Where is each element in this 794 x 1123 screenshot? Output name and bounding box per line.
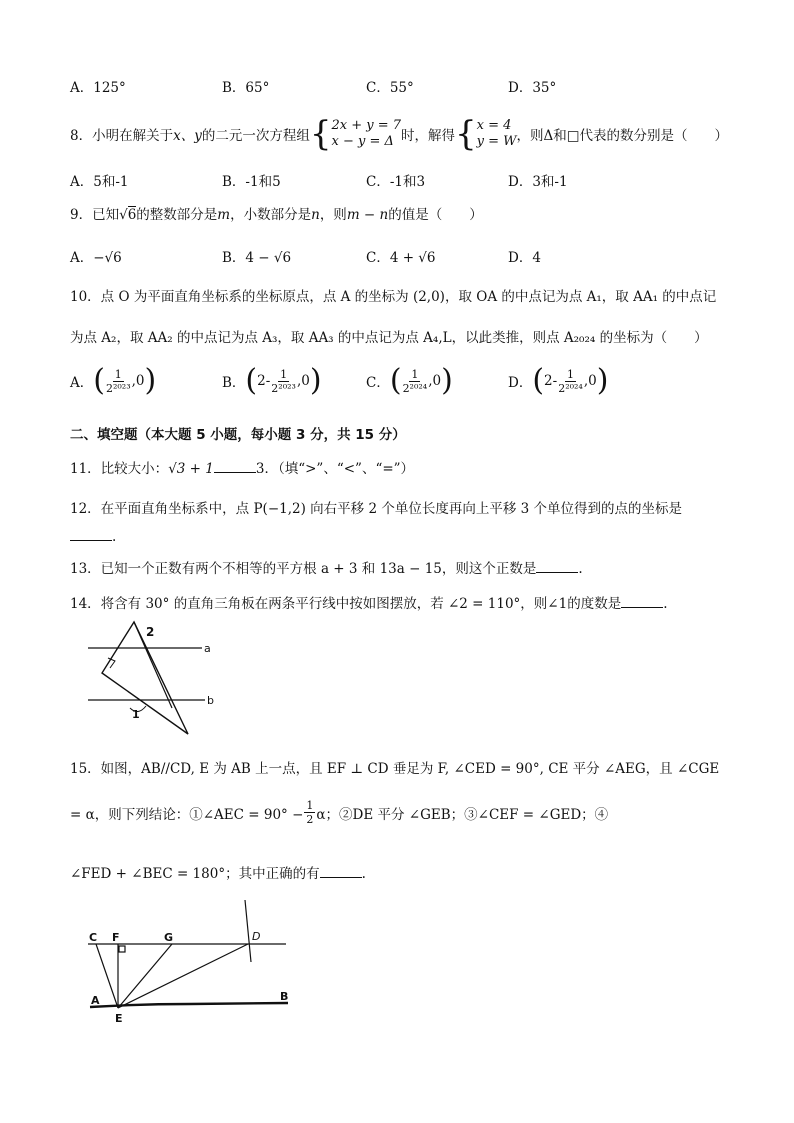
label-b: B bbox=[280, 990, 289, 1003]
q13-answer-blank[interactable] bbox=[536, 560, 578, 573]
q8-option-c: C．-1和3 bbox=[366, 174, 426, 190]
q9-option-b: B．4 − √6 bbox=[222, 250, 292, 266]
q9-n: n bbox=[311, 207, 320, 223]
q9-text-c: ，小数部分是 bbox=[230, 207, 312, 223]
q8-vars: x、y bbox=[173, 128, 202, 144]
q9-radicand: 6 bbox=[127, 207, 137, 223]
label-e: E bbox=[115, 1012, 123, 1025]
segment-de bbox=[118, 944, 248, 1008]
q7-option-a: A．125° bbox=[70, 80, 126, 96]
section-title-fill-in: 二、填空题（本大题 5 小题，每小题 3 分，共 15 分） bbox=[70, 427, 406, 443]
figure-q14-triangle-parallel-lines bbox=[80, 618, 230, 740]
triangle bbox=[102, 622, 188, 734]
q9-m: m bbox=[217, 207, 231, 223]
figure-q15-parallel-lines bbox=[80, 896, 300, 1028]
q7-option-c: C．55° bbox=[366, 80, 414, 96]
q8-suffix: ，则Δ和□代表的数分别是（ ） bbox=[516, 128, 729, 144]
q9-text-b: 的整数部分是 bbox=[136, 207, 218, 223]
q7-option-b: B．65° bbox=[222, 80, 270, 96]
q8-sol1: x = 4 bbox=[476, 118, 512, 133]
q12-answer-blank[interactable] bbox=[70, 528, 112, 541]
label-a: A bbox=[91, 994, 100, 1007]
q9-text-a: 9．已知 bbox=[70, 207, 120, 223]
q8-mid: 的二元一次方程组 bbox=[201, 128, 310, 144]
q10-option-d: D． ( 2- $\frac{1}{\text{2²⁰²⁴}}$ ,0 ) bbox=[508, 363, 609, 398]
right-angle-mark bbox=[119, 946, 125, 952]
question-9: 9．已知√6的整数部分是m，小数部分是n，则m − n的值是（ ） bbox=[70, 207, 483, 223]
label-f: F bbox=[112, 931, 120, 944]
label-angle-2: 2 bbox=[146, 625, 155, 639]
question-14: 14．将含有 30° 的直角三角板在两条平行线中按如图摆放，若 ∠2 = 110°，则∠1的度数是 . bbox=[70, 596, 668, 612]
q9-option-c: C．4 + √6 bbox=[366, 250, 436, 266]
q9-option-a: A．−√6 bbox=[70, 250, 122, 266]
label-c: C bbox=[89, 931, 98, 944]
q8-sol2: y = W bbox=[476, 134, 517, 149]
question-8: 8．小明在解关于 x、y 的二元一次方程组 { 2x + y = 7 x − y = Δ 时，解得 { x = 4 y = W ，则Δ和□代表的数分别是（ ） bbox=[70, 114, 729, 154]
q10-option-b: B． ( 2- $\frac{1}{\text{2²⁰²³}}$ ,0 ) bbox=[222, 363, 322, 398]
q8-option-b: B．-1和5 bbox=[222, 174, 281, 190]
label-g: G bbox=[164, 931, 174, 944]
label-d: D bbox=[252, 930, 261, 943]
q14-answer-blank[interactable] bbox=[621, 595, 663, 608]
q9-text-e: 的值是（ ） bbox=[388, 207, 483, 223]
q8-solution bbox=[477, 118, 517, 150]
q12-line1: 12．在平面直角坐标系中，点 P(−1,2) 向右平移 2 个单位长度再向上平移 3 个单位得到的点的坐标是 bbox=[70, 501, 683, 517]
q15-answer-blank[interactable] bbox=[320, 865, 362, 878]
question-11: 11．比较大小：√3 + 1 3．（填“>”、“<”、“=”） bbox=[70, 461, 415, 477]
q9-text-d: ，则 bbox=[319, 207, 347, 223]
q8-equation-system bbox=[331, 118, 401, 150]
label-angle-1: 1 bbox=[132, 708, 140, 721]
question-13: 13．已知一个正数有两个不相等的平方根 a + 3 和 13a − 15，则这个正数是 . bbox=[70, 561, 583, 577]
q9-option-d: D．4 bbox=[508, 250, 541, 266]
q8-mid2: 时，解得 bbox=[401, 128, 456, 144]
q10-option-a: A． ( $\frac{1}{\text{2²⁰²³}}$ ,0 ) bbox=[70, 363, 157, 398]
q8-prefix: 8．小明在解关于 bbox=[70, 128, 174, 144]
q10-option-c: C． ( $\frac{1}{\text{2²⁰²⁴}}$ ,0 ) bbox=[366, 363, 453, 398]
q8-eq2: x − y = Δ bbox=[331, 134, 394, 149]
label-a: a bbox=[204, 642, 211, 655]
q10-line1: 10．点 O 为平面直角坐标系的坐标原点，点 A 的坐标为 (2,0)，取 OA 的中点记为点 A₁，取 AA₁ 的中点记 bbox=[70, 289, 717, 305]
q12-answer-line: . bbox=[70, 528, 116, 545]
segment-ge bbox=[118, 944, 172, 1008]
q7-option-d: D．35° bbox=[508, 80, 557, 96]
q9-expr: m − n bbox=[346, 207, 389, 223]
label-b: b bbox=[207, 694, 214, 707]
q8-eq1: 2x + y = 7 bbox=[331, 118, 402, 133]
q15-line3: ∠FED + ∠BEC = 180°；其中正确的有 . bbox=[70, 866, 366, 882]
q8-option-d: D．3和-1 bbox=[508, 174, 568, 190]
q11-answer-blank[interactable] bbox=[214, 460, 256, 473]
q10-line2: 为点 A₂，取 AA₂ 的中点记为点 A₃，取 AA₃ 的中点记为点 A₄,L，以此类推，则点 A₂₀₂₄ 的坐标为（ ） bbox=[70, 330, 708, 346]
q15-line1: 15．如图，AB//CD, E 为 AB 上一点，且 EF ⊥ CD 垂足为 F, ∠CED = 90°, CE 平分 ∠AEG，且 ∠CGE bbox=[70, 761, 720, 777]
q8-option-a: A．5和-1 bbox=[70, 174, 129, 190]
q15-line2: = α，则下列结论：①∠AEC = 90° − $\frac{1}{2}$ α；②DE 平分 ∠GEB；③∠CEF = ∠GED；④ bbox=[70, 799, 609, 826]
